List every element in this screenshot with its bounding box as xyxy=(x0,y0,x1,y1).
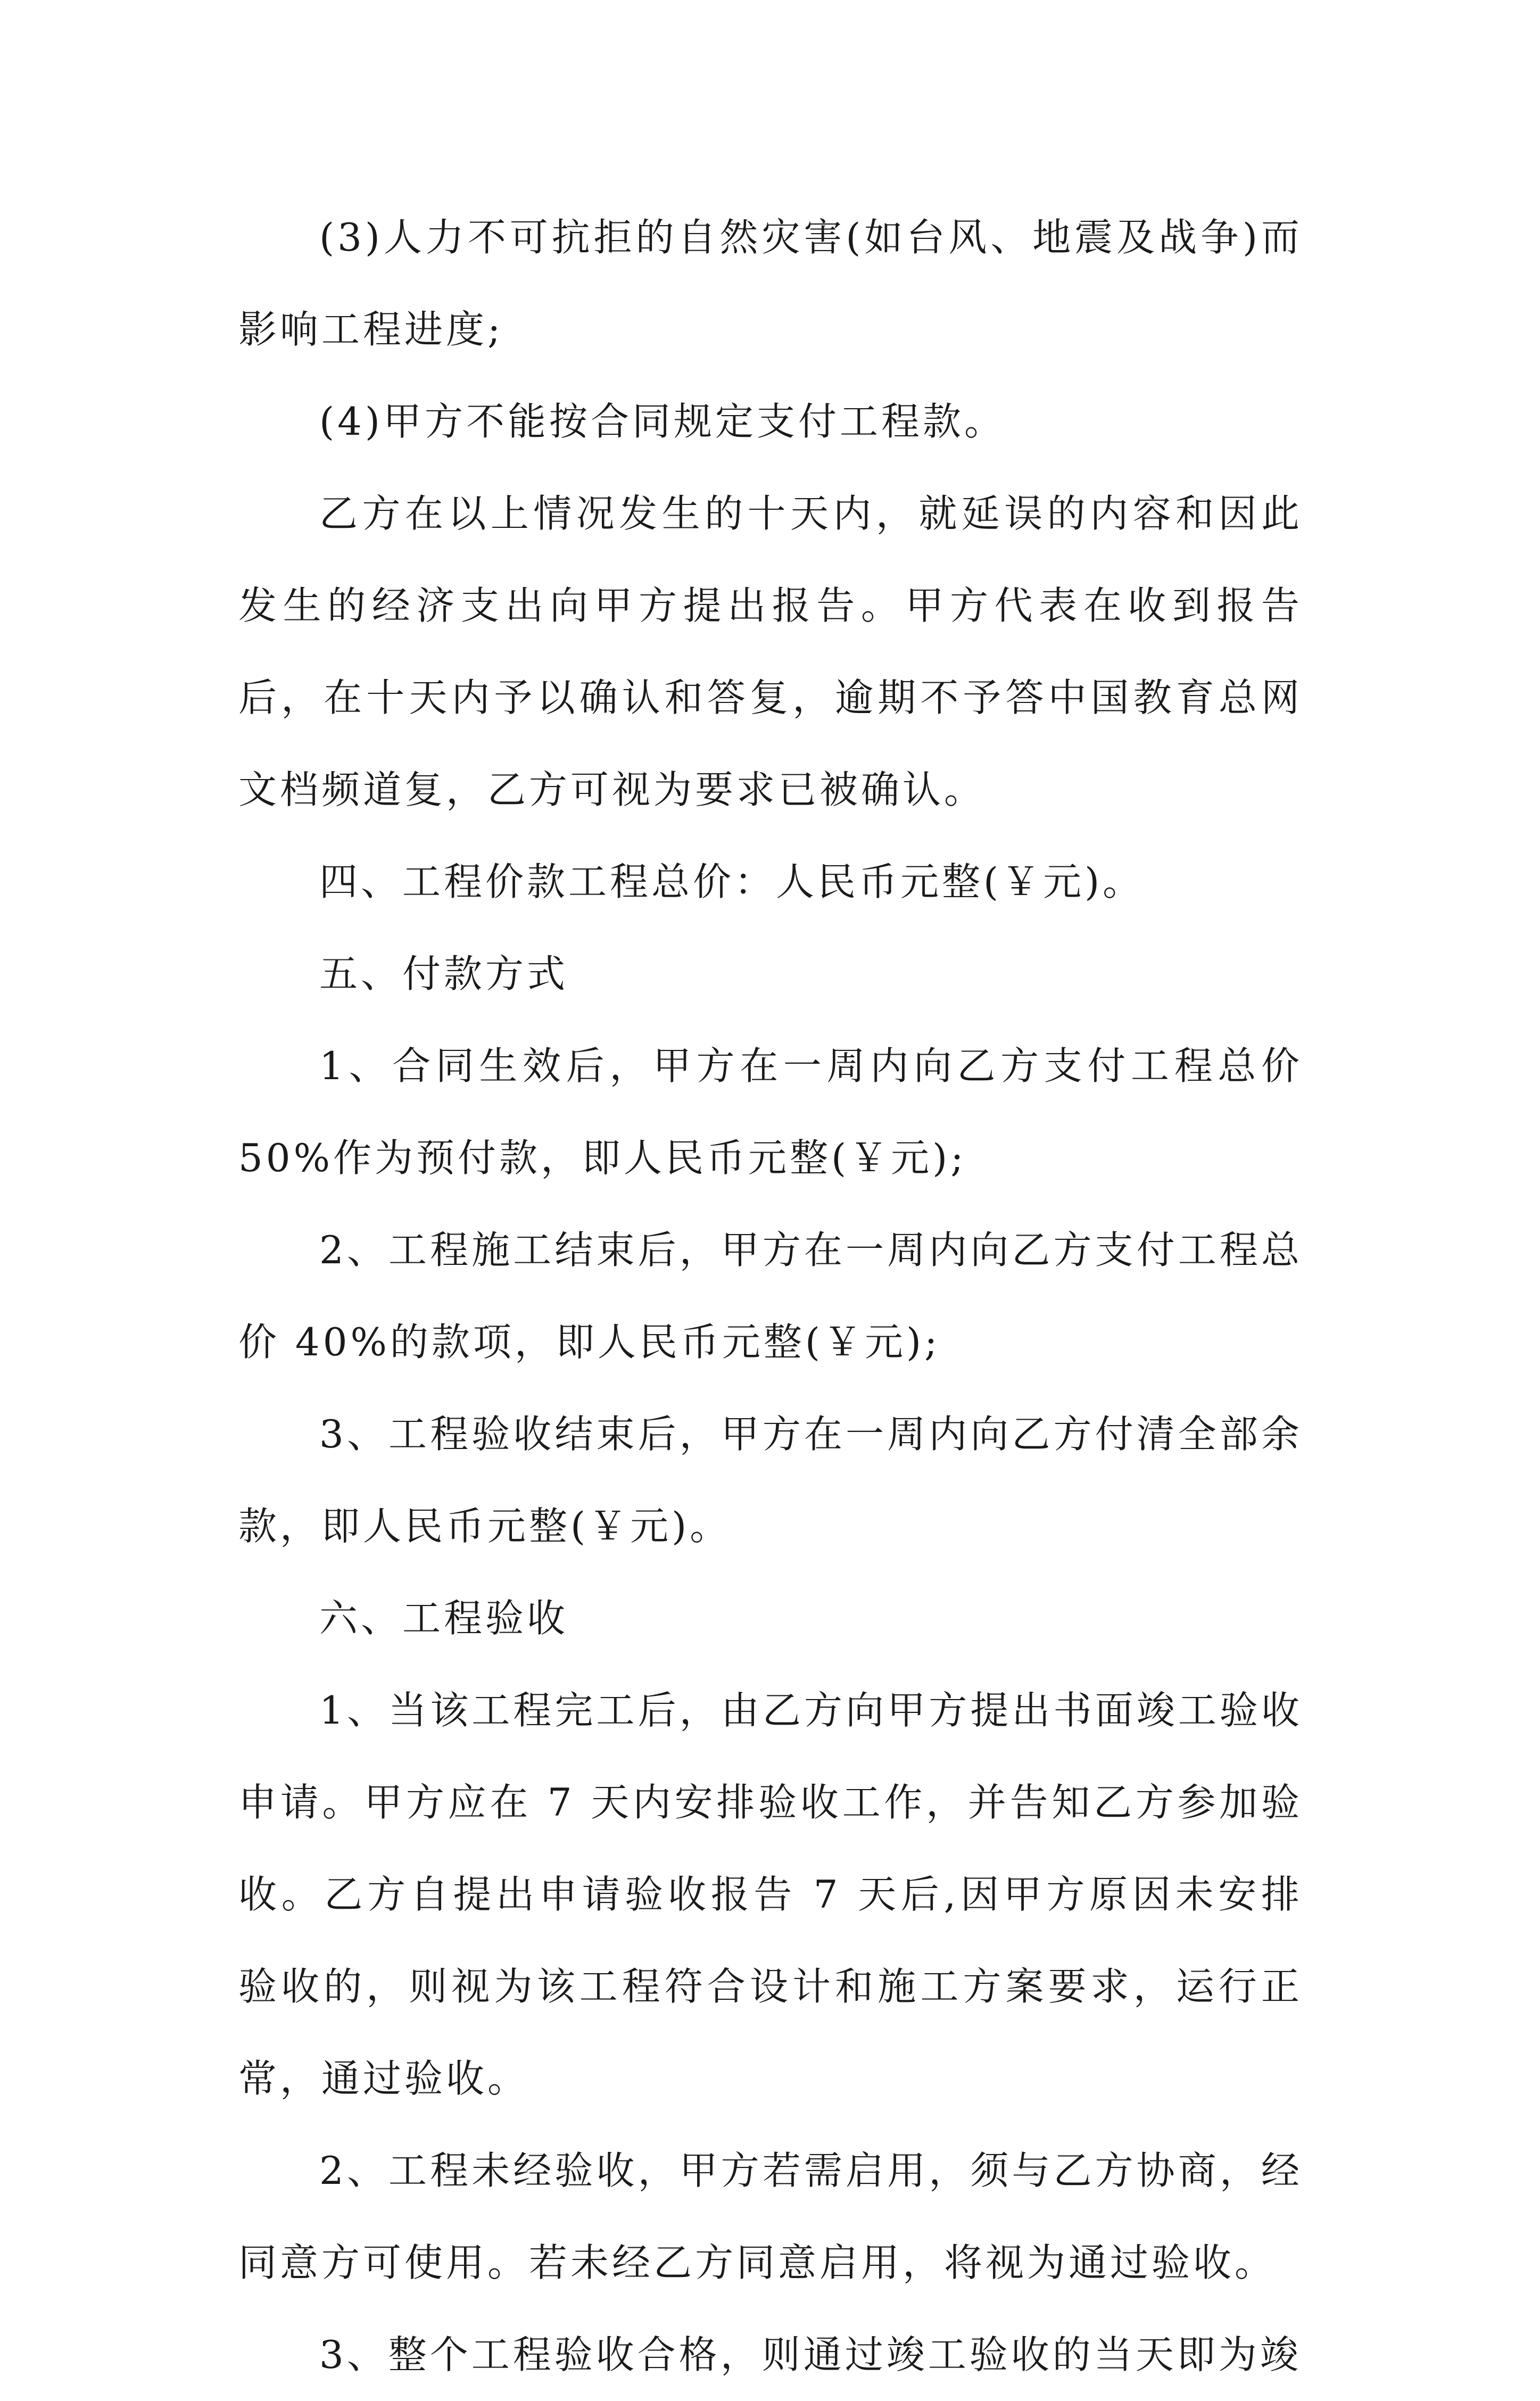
paragraph-acceptance-2: 2、工程未经验收，甲方若需启用，须与乙方协商，经同意方可使用。若未经乙方同意启用，将视为通过验收。 xyxy=(238,2148,1303,2285)
paragraph-payment-default: (4)甲方不能按合同规定支付工程款。 xyxy=(319,399,1006,444)
document-body xyxy=(238,192,1303,2401)
paragraph-force-majeure: (3)人力不可抗拒的自然灾害(如台风、地震及战争)而影响工程进度; xyxy=(238,215,1303,352)
paragraph-delay-report: 乙方在以上情况发生的十天内，就延误的内容和因此发生的经济支出向甲方提出报告。甲方代表在收到报告后，在十天内予以确认和答复，逾期不予答中国教育总网文档频道复，乙方可视为要求已被确认。 xyxy=(238,491,1303,812)
paragraph-payment-1: 1、合同生效后，甲方在一周内向乙方支付工程总价 50%作为预付款，即人民币元整(￥元); xyxy=(238,1044,1303,1180)
paragraph-payment-2: 2、工程施工结束后，甲方在一周内向乙方支付工程总价 40%的款项，即人民币元整(￥元); xyxy=(238,1228,1303,1364)
paragraph-acceptance-3: 3、整个工程验收合格，则通过竣工验收的当天即为竣 xyxy=(319,2332,1302,2377)
section-heading-price: 四、工程价款工程总价：人民币元整(￥元)。 xyxy=(319,859,1145,904)
paragraph-acceptance-1: 1、当该工程完工后，由乙方向甲方提出书面竣工验收申请。甲方应在 7 天内安排验收工作，并告知乙方参加验收。乙方自提出申请验收报告 7 天后,因甲方原因未安排验收的，则视为该工程符合设计和施工方案要求，运行正常，通过验收。 xyxy=(238,1688,1303,2101)
section-heading-acceptance: 六、工程验收 xyxy=(319,1596,569,1641)
section-heading-payment: 五、付款方式 xyxy=(319,951,569,996)
paragraph-payment-3: 3、工程验收结束后，甲方在一周内向乙方付清全部余款，即人民币元整(￥元)。 xyxy=(238,1412,1303,1549)
